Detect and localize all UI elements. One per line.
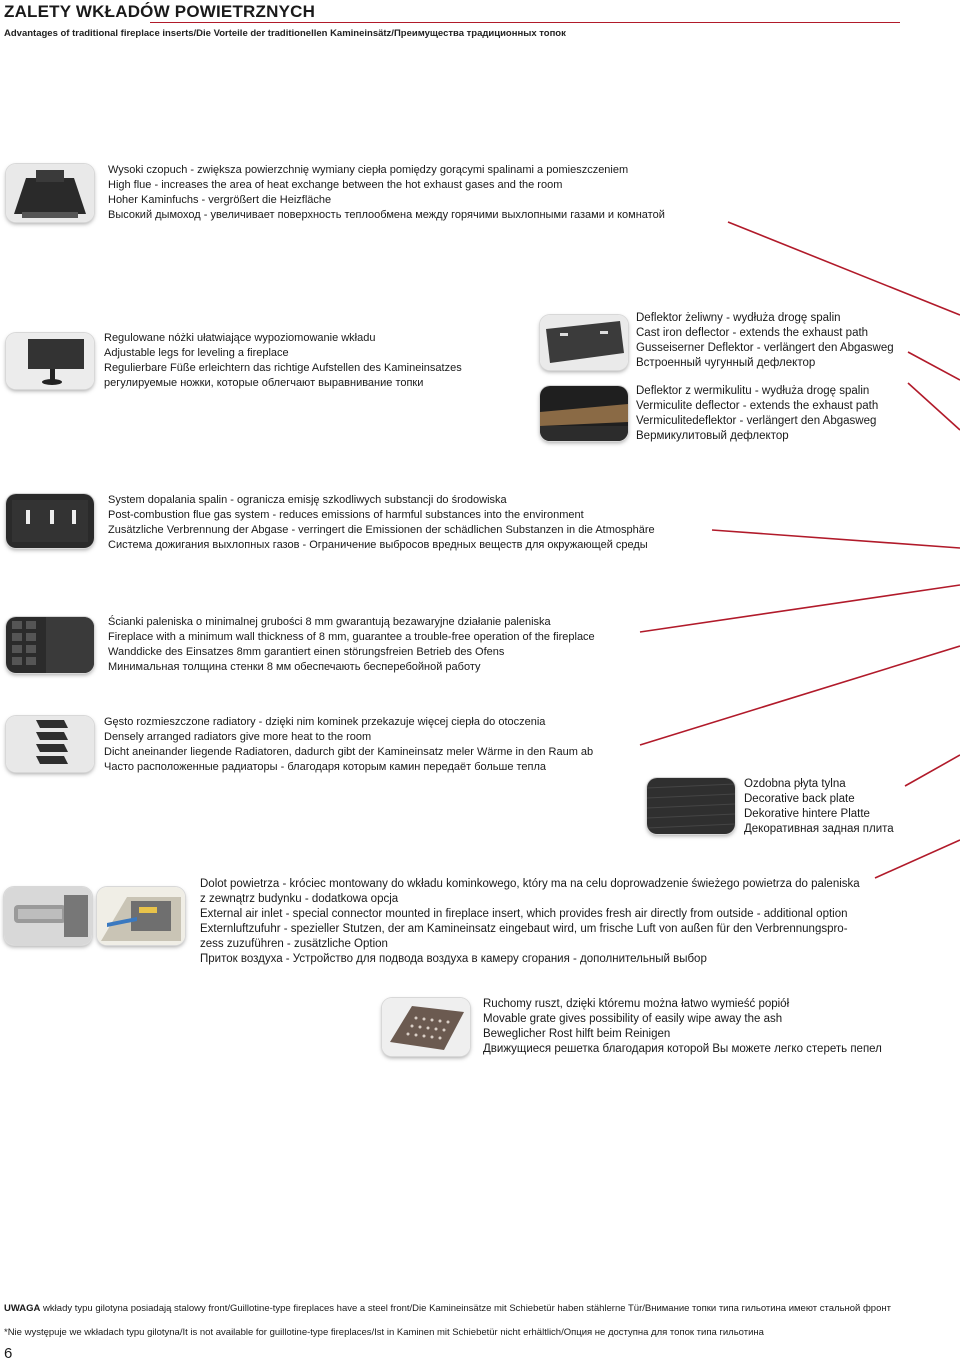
deflector-iron-thumbnail <box>540 315 628 370</box>
deflector-iron-line: Cast iron deflector - extends the exhaust path <box>636 327 869 339</box>
leader-postcombustion <box>712 530 960 548</box>
leader-deflector-vermiculite <box>908 383 960 430</box>
walls-line: Ścianki paleniska o minimalnej grubości 8 mm gwarantują bezawaryjne działanie paleniska <box>108 616 551 628</box>
page-number: 6 <box>4 1345 13 1362</box>
postcombustion-line: Zusätzliche Verbrennung der Abgase - verringert die Emissionen der schädlichen Substanzen in die Atmosphäre <box>108 524 655 536</box>
page-title: ZALETY WKŁADÓW POWIETRZNYCH <box>4 2 316 21</box>
leader-walls <box>640 585 960 632</box>
grate-line: Movable grate gives possibility of easily wipe away the ash <box>483 1013 783 1025</box>
postcombustion-line: System dopalania spalin - ogranicza emisję szkodliwych substancji do środowiska <box>108 494 507 506</box>
flue-image <box>6 164 94 222</box>
legs-line: Regulierbare Füße erleichtern das richtige Aufstellen des Kamineinsatzes <box>104 362 462 374</box>
flue-thumbnail <box>6 164 94 222</box>
legs-line: Adjustable legs for leveling a fireplace <box>104 347 289 359</box>
backplate-line: Dekorative hintere Platte <box>744 808 870 820</box>
air-inlet-diagram-thumbnail <box>97 887 185 945</box>
flue-line: Wysoki czopuch - zwiększa powierzchnię wymiany ciepła pomiędzy gorącymi spalinami a pomieszczeniem <box>108 164 629 176</box>
flue-description <box>108 163 665 223</box>
walls-line: Wanddicke des Einsatzes 8mm garantiert einen störungsfreien Betrieb des Ofens <box>108 646 505 658</box>
air-inlet-line: External air inlet - special connector mounted in fireplace insert, which provides fresh air directly from outside - additional option <box>200 908 848 920</box>
air-inlet-thumbnail <box>4 887 92 945</box>
postcombustion-description <box>108 493 655 553</box>
walls-description <box>108 615 595 675</box>
air-inlet-line: Externluftzufuhr - spezieller Stutzen, der am Kamineinsatz eingebaut wird, um frische Luft von außen für den Verbrennungspro- <box>200 923 848 935</box>
backplate-line: Декоративная задная плита <box>744 823 894 835</box>
grate-line: Ruchomy ruszt, dzięki któremu można łatwo wymieść popiół <box>483 998 790 1010</box>
deflector-vermiculite-line: Vermiculite deflector - extends the exhaust path <box>636 400 879 412</box>
deflector-iron-line: Deflektor żeliwny - wydłuża drogę spalin <box>636 312 841 324</box>
legs-line: регулируемые ножки, которые облегчают выравнивание топки <box>104 377 424 389</box>
walls-line: Fireplace with a minimum wall thickness of 8 mm, guarantee a trouble-free operation of the fireplace <box>108 631 595 643</box>
walls-image <box>6 617 94 673</box>
footer-note: *Nie występuje we wkładach typu gilotyna/It is not available for guillotine-type fireplaces/Ist in Kaminen mit Schiebetür nicht erhältlich/Опция не доступна для топок типа гильотина <box>4 1327 764 1338</box>
grate-description <box>483 997 882 1057</box>
radiators-line: Часто расположенные радиаторы - благодаря которым камин передаёт больше тепла <box>104 761 547 773</box>
legs-image <box>6 333 94 389</box>
deflector-vermiculite-line: Vermiculitedeflektor - verlängert den Abgasweg <box>636 415 877 427</box>
warning-label: UWAGA <box>4 1303 41 1314</box>
deflector-iron-image <box>540 315 628 370</box>
legs-line: Regulowane nóżki ułatwiające wypoziomowanie wkładu <box>104 332 376 344</box>
flue-line: Hoher Kaminfuchs - vergrößert die Heizfläche <box>108 194 332 206</box>
backplate-image <box>647 778 735 834</box>
deflector-vermiculite-line: Deflektor z wermikulitu - wydłuża drogę spalin <box>636 385 870 397</box>
page-subtitle: Advantages of traditional fireplace inserts/Die Vorteile der traditionellen Kamineinsätz/Преимущества традиционных топок <box>4 28 566 39</box>
air-inlet-line: zess zuzuführen - zusätzliche Option <box>200 938 388 950</box>
deflector-iron-description <box>636 311 894 371</box>
leader-flue <box>728 222 960 315</box>
walls-line: Минимальная толщина стенки 8 мм обеспечають бесперебойной работу <box>108 661 481 673</box>
leader-backplate <box>905 755 960 786</box>
postcombustion-image <box>6 494 94 548</box>
deflector-vermiculite-thumbnail <box>540 386 628 441</box>
air-inlet-line: Dolot powietrza - króciec montowany do wkładu kominkowego, który ma na celu doprowadzenie świeżego powietrza do paleniska <box>200 878 860 890</box>
deflector-vermiculite-description <box>636 384 878 444</box>
leader-radiators <box>640 646 960 745</box>
grate-line: Beweglicher Rost hilft beim Reinigen <box>483 1028 671 1040</box>
legs-description <box>104 331 462 391</box>
radiators-line: Densely arranged radiators give more heat to the room <box>104 731 372 743</box>
backplate-thumbnail <box>647 778 735 834</box>
leader-air-inlet <box>875 840 960 878</box>
legs-thumbnail <box>6 333 94 389</box>
deflector-iron-line: Gusseiserner Deflektor - verlängert den Abgasweg <box>636 342 894 354</box>
flue-line: High flue - increases the area of heat exchange between the hot exhaust gases and the room <box>108 179 563 191</box>
backplate-description <box>744 777 894 837</box>
radiators-description <box>104 715 593 775</box>
radiators-line: Dicht aneinander liegende Radiatoren, dadurch gibt der Kamineinsatz meler Wärme in den Raum ab <box>104 746 594 758</box>
radiators-thumbnail <box>6 716 94 772</box>
walls-thumbnail <box>6 617 94 673</box>
air-inlet-line: Приток воздуха - Устройство для подвода воздуха в камеру сгорания - дополнительный выбор <box>200 953 707 965</box>
radiators-image <box>6 716 94 772</box>
radiators-line: Gęsto rozmieszczone radiatory - dzięki nim kominek przekazuje więcej ciepła do otoczenia <box>104 716 546 728</box>
flue-line: Высокий дымоход - увеличивает поверхность теплообмена между горячими выхлопными газами и комнатой <box>108 209 665 221</box>
deflector-vermiculite-line: Вермикулитовый дефлектор <box>636 430 789 442</box>
air-inlet-diagram-image <box>97 887 185 945</box>
grate-thumbnail <box>382 998 470 1056</box>
postcombustion-line: Post-combustion flue gas system - reduces emissions of harmful substances into the environment <box>108 509 584 521</box>
air-inlet-line: z zewnątrz budynku - dodatkowa opcja <box>200 893 399 905</box>
postcombustion-line: Система дожигания выхлопных газов - Ограничение выбросов вредных веществ для окружающей среды <box>108 539 648 551</box>
grate-line: Движущиеся решетка благодария которой Вы можете легко стереть пепел <box>483 1043 882 1055</box>
leader-deflector-iron <box>908 352 960 380</box>
grate-image <box>382 998 470 1056</box>
footer-warning <box>4 1303 904 1315</box>
title-rule <box>150 22 900 23</box>
air-inlet-description <box>200 877 860 967</box>
backplate-line: Decorative back plate <box>744 793 855 805</box>
deflector-iron-line: Встроенный чугунный дефлектор <box>636 357 816 369</box>
postcombustion-thumbnail <box>6 494 94 548</box>
air-inlet-image <box>4 887 92 945</box>
warning-text: wkłady typu gilotyna posiadają stalowy front/Guillotine-type fireplaces have a steel front/Die Kamineinsätze mit Schiebetür haben stählerne Tür/Внимание топки типа гильотина имеют стальной фронт <box>40 1303 891 1314</box>
deflector-vermiculite-image <box>540 386 628 441</box>
backplate-line: Ozdobna płyta tylna <box>744 778 846 790</box>
